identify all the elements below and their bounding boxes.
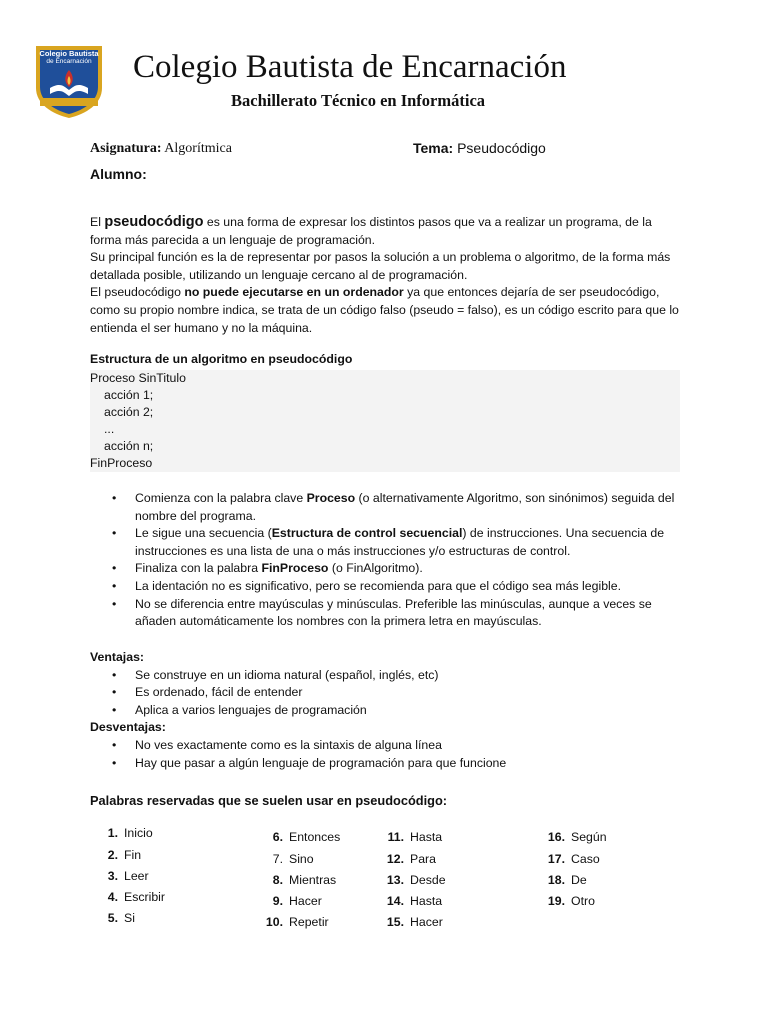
rules-list — [90, 490, 690, 631]
code-line: acción 2; — [104, 405, 154, 419]
logo-text-mid: de Encarnación — [46, 58, 92, 65]
list-item: • Finaliza con la palabra FinProceso (o FinAlgoritmo). — [112, 561, 423, 576]
intro-paragraph-1: El pseudocódigo es una forma de expresar los distintos pasos que va a realizar un programa, de la forma más parecida a un lenguaje de programación. — [90, 214, 652, 247]
tema-value: Pseudocódigo — [457, 140, 546, 156]
code-line: acción n; — [104, 439, 154, 453]
reserved-word-item: 9. Hacer — [272, 894, 322, 908]
pseudocodigo-term: pseudocódigo — [104, 214, 204, 230]
reserved-word-item: 19. Otro — [547, 894, 595, 908]
tema-label: Tema: — [413, 140, 454, 156]
intro-paragraph-3: El pseudocódigo no puede ejecutarse en un ordenador ya que entonces dejaría de ser pseudocódigo, como su propio nombre indica, se trata de un código falso (pseudo = falso), es un código escrito para que lo entienda el ser humano y no la máquina. — [90, 285, 679, 335]
code-line: FinProceso — [90, 456, 153, 470]
list-item: • Se construye en un idioma natural (español, inglés, etc) — [112, 667, 439, 682]
list-item: • Aplica a varios lenguajes de programación — [112, 702, 367, 717]
list-item: • Hay que pasar a algún lenguaje de programación para que funcione — [112, 755, 507, 770]
list-item: • Es ordenado, fácil de entender — [112, 685, 303, 700]
ventajas-section — [90, 649, 690, 772]
reserved-word-item: 3. Leer — [107, 869, 149, 883]
reserved-heading: Palabras reservadas que se suelen usar en pseudocódigo: — [90, 793, 448, 808]
code-block — [90, 370, 680, 472]
reserved-word-item: 1. Inicio — [107, 826, 153, 840]
reserved-word-item: 12. Para — [386, 852, 436, 866]
list-item: • No ves exactamente como es la sintaxis de alguna línea — [112, 737, 442, 752]
list-item: • La identación no es significativo, pero se recomienda para que el código sea más legible. — [112, 578, 622, 593]
page-subtitle: Bachillerato Técnico en Informática — [231, 91, 486, 110]
list-item: • Comienza con la palabra clave Proceso (o alternativamente Algoritmo, son sinónimos) seguida del nombre del programa. — [112, 491, 675, 523]
list-item: • No se diferencia entre mayúsculas y minúsculas. Preferible las minúsculas, aunque a veces se añaden automáticamente los nombres con la primera letra en mayúsculas. — [112, 596, 652, 629]
tema-field — [413, 140, 546, 156]
reserved-word-item: 4. Escribir — [107, 890, 165, 904]
asignatura-field — [90, 141, 232, 157]
reserved-word-item: 17. Caso — [547, 852, 600, 866]
list-item: • Le sigue una secuencia (Estructura de control secuencial) de instrucciones. Una secuencia de instrucciones es una lista de una o más instrucciones y/o estructuras de control. — [112, 526, 665, 558]
reserved-word-item: 6. Entonces — [272, 830, 341, 844]
structure-heading: Estructura de un algoritmo en pseudocódigo — [90, 352, 353, 366]
asignatura-label: Asignatura: — [90, 141, 162, 156]
reserved-word-item: 10. Repetir — [265, 915, 329, 929]
reserved-word-item: 5. Si — [107, 911, 135, 925]
code-line: Proceso SinTitulo — [90, 371, 186, 385]
reserved-word-item: 15. Hacer — [386, 915, 443, 929]
desventajas-heading: Desventajas: — [90, 720, 166, 735]
reserved-word-item: 2. Fin — [107, 848, 142, 862]
reserved-word-item: 7. Sino — [272, 852, 314, 866]
code-line: ... — [104, 422, 115, 436]
code-line: acción 1; — [104, 388, 154, 402]
reserved-word-item: 16. Según — [547, 830, 607, 844]
alumno-label: Alumno: — [90, 166, 147, 182]
intro-section — [90, 214, 680, 337]
reserved-word-item: 8. Mientras — [272, 873, 337, 887]
alumno-field — [90, 166, 147, 182]
reserved-word-item: 14. Hasta — [386, 894, 443, 908]
asignatura-value: Algorítmica — [164, 141, 232, 156]
ventajas-heading: Ventajas: — [90, 650, 144, 664]
school-logo — [30, 40, 108, 120]
reserved-word-item: 18. De — [547, 873, 587, 887]
page-title: Colegio Bautista de Encarnación — [133, 49, 567, 85]
intro-paragraph-2: Su principal función es la de representar por pasos la solución a un problema o algoritmo, de la forma más detallada posible, utilizando un lenguaje cercano al de programación. — [90, 250, 671, 282]
logo-text-top: Colegio Bautista — [39, 49, 99, 58]
reserved-word-item: 13. Desde — [386, 873, 446, 887]
reserved-word-item: 11. Hasta — [387, 830, 443, 844]
